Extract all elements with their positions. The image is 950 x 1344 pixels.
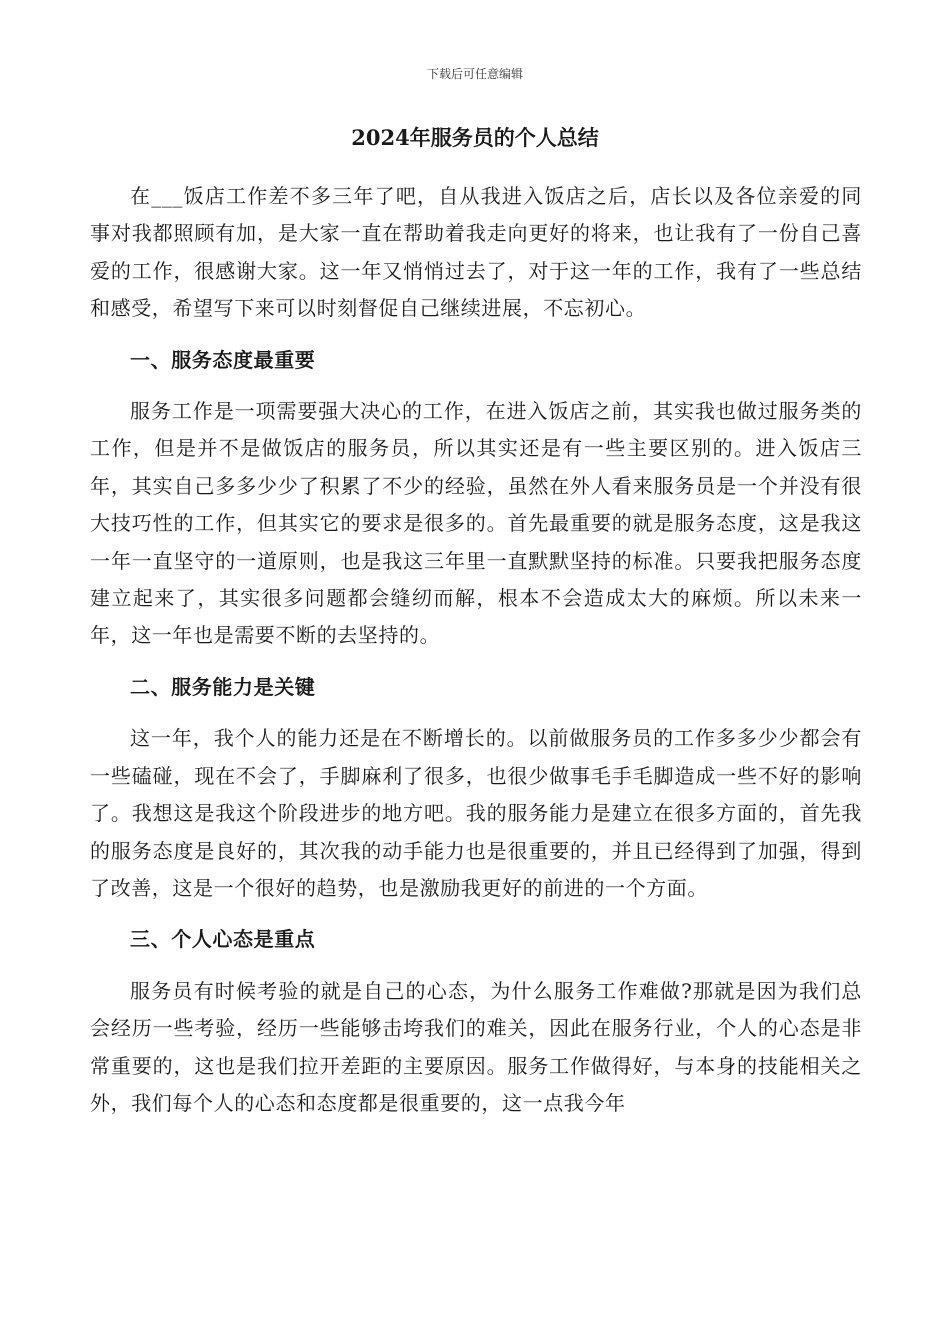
intro-paragraph: 在___饭店工作差不多三年了吧，自从我进入饭店之后，店长以及各位亲爱的同事对我都照顾有加，是大家一直在帮助着我走向更好的将来，也让我有了一份自己喜爱的工作，很感谢大家。这一年又悄悄过去了，对于这一年的工作，我有了一些总结和感受，希望写下来可以时刻督促自己继续进展，不忘初心。 <box>90 184 862 321</box>
document-title: 2024年服务员的个人总结 <box>351 125 599 150</box>
document-body <box>90 178 862 1122</box>
section-personal-mindset <box>90 921 862 1122</box>
section-paragraph: 这一年，我个人的能力还是在不断增长的。以前做服务员的工作多多少少都会有一些磕碰，现在不会了，手脚麻利了很多，也很少做事毛手毛脚造成一些不好的影响了。我想这是我这个阶段进步的地方吧。我的服务能力是建立在很多方面的，首先我的服务态度是良好的，其次我的动手能力也是很重要的，并且已经得到了加强，得到了改善，这是一个很好的趋势，也是激励我更好的前进的一个方面。 <box>90 726 862 900</box>
section-paragraph: 服务员有时候考验的就是自己的心态，为什么服务工作难做?那就是因为我们总会经历一些考验，经历一些能够击垮我们的难关，因此在服务行业，个人的心态是非常重要的，这也是我们拉开差距的主要原因。服务工作做得好，与本身的技能相关之外，我们每个人的心态和态度都是很重要的，这一点我今年 <box>90 978 862 1115</box>
section-heading: 一、服务态度最重要 <box>130 347 316 372</box>
section-heading: 三、个人心态是重点 <box>130 927 316 952</box>
section-heading: 二、服务能力是关键 <box>130 674 316 699</box>
section-service-attitude <box>90 342 862 655</box>
page-header-note: 下载后可任意编辑 <box>426 67 523 81</box>
section-service-ability <box>90 669 862 907</box>
section-paragraph: 服务工作是一项需要强大决心的工作，在进入饭店之前，其实我也做过服务类的工作，但是并不是做饭店的服务员，所以其实还是有一些主要区别的。进入饭店三年，其实自己多多少少了积累了不少的经验，虽然在外人看来服务员是一个并没有很大技巧性的工作，但其实它的要求是很多的。首先最重要的就是服务态度，这是我这一年一直坚守的一道原则，也是我这三年里一直默默坚持的标准。只要我把服务态度建立起来了，其实很多问题都会缝纫而解，根本不会造成太大的麻烦。所以未来一年，这一年也是需要不断的去坚持的。 <box>90 399 862 648</box>
